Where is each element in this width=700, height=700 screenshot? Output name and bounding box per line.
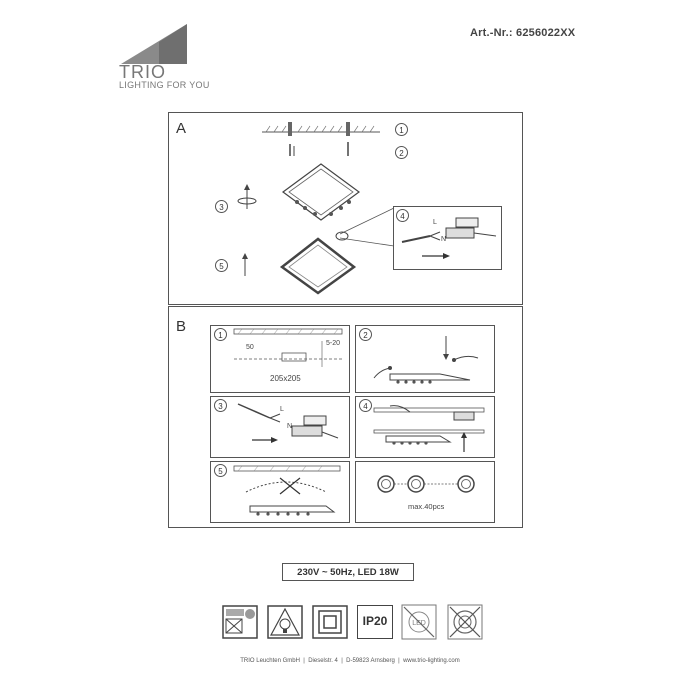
step-b1-badge: 1 [214,328,227,341]
step-b5-badge: 5 [214,464,227,477]
section-a-letter: A [176,120,187,137]
wire-label-l-b3: L [280,406,284,413]
step-b2-badge: 2 [359,328,372,341]
class-ii-insulation-icon [312,605,348,639]
brand-tagline: LIGHTING FOR YOU [119,80,210,90]
footer-separator: | [396,658,402,664]
footer-separator: | [339,658,345,664]
brand-name: TRIO [119,62,166,82]
wire-label-n-b3: N [287,423,293,430]
step-a2-badge: 2 [395,146,408,159]
chained-units-illustration [372,470,487,500]
installed-luminaire-illustration [278,235,358,297]
step-a1-badge: 1 [395,123,408,136]
ceiling-screws-illustration [262,120,382,162]
push-up-arrow-icon [238,252,252,278]
spring-clip-install-illustration [230,462,345,520]
cutout-dimension-illustration [230,327,345,377]
led-not-replaceable-icon [400,603,438,641]
max-units-label: max.40pcs [408,502,445,511]
rotate-arrow-icon [233,183,263,213]
no-dimmer-icon [446,603,484,641]
step-b4-badge: 4 [359,399,372,412]
electrical-spec: 230V ~ 50Hz, LED 18W [282,563,414,581]
luminaire-wire-feed-illustration [370,330,490,390]
section-b-letter: B [176,318,187,335]
wiring-connector-illustration [400,212,500,268]
svg-text:LED: LED [412,620,426,627]
led-lamp-icon [267,605,303,639]
footer-city: D-59823 Arnsberg [346,658,395,664]
company-footer [180,658,520,664]
footer-web: www.trio-lighting.com [403,658,460,664]
not-for-insulation-cover-icon [222,605,258,639]
footer-separator: | [301,658,307,664]
dimension-depth-label: 50 [246,344,254,351]
footer-street: Dieselstr. 4 [308,658,338,664]
step-a5-badge: 5 [215,259,228,272]
dimension-thickness-label: 5-20 [326,340,341,347]
trio-logo-triangle-icon [119,22,189,66]
wire-label-n: N [441,236,447,243]
step-a4-badge: 4 [396,209,409,222]
footer-company: TRIO Leuchten GmbH [240,658,300,664]
wire-label-l: L [433,219,437,226]
step-a3-badge: 3 [215,200,228,213]
article-number: Art.-Nr.: 6256022XX [470,27,576,39]
ip20-rating-icon: IP20 [357,605,393,639]
cutout-size-label: 205x205 [270,374,301,383]
luminaire-insert-illustration [370,400,490,456]
step-b3-badge: 3 [214,399,227,412]
